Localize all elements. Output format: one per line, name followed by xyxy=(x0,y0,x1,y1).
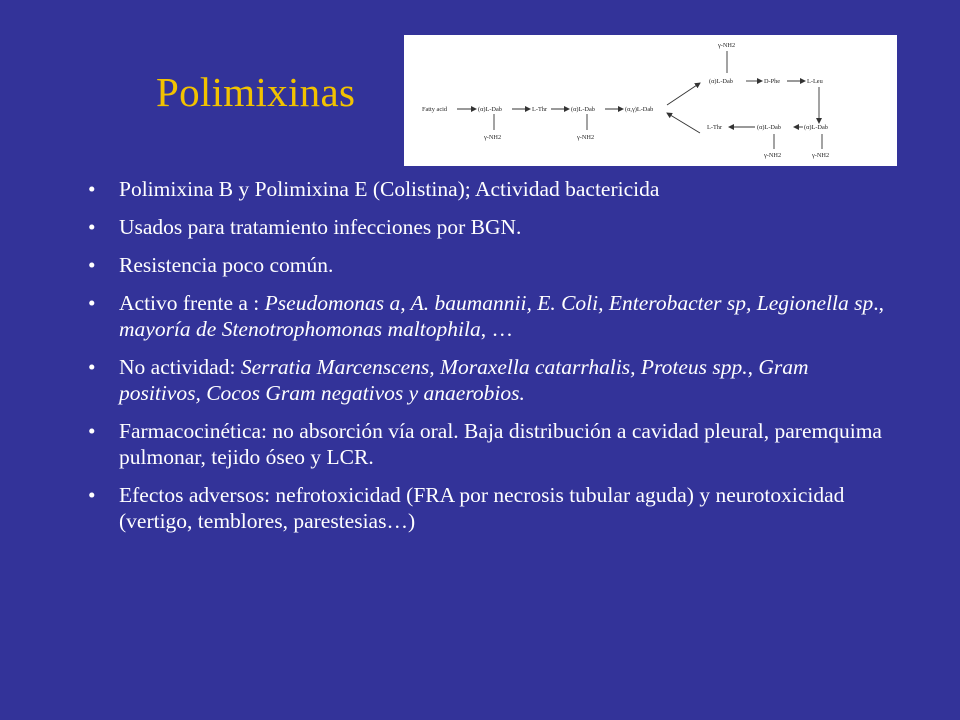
nh2-label-2: γ-NH2 xyxy=(577,134,595,141)
bullet-item xyxy=(88,290,888,342)
bullet-suffix: , … xyxy=(480,317,513,341)
bullet-item xyxy=(88,214,888,240)
bullet-text: Usados para tratamiento infecciones por BGN. xyxy=(119,215,522,239)
nh2-label-1: γ-NH2 xyxy=(484,134,502,141)
bullet-italic-2: mayoría de Stenotrophomonas maltophila xyxy=(119,317,481,341)
bullet-text: Farmacocinética: no absorción vía oral. Baja distribución a cavidad pleural, paremquima pulmonar, tejido óseo y LCR. xyxy=(119,419,882,469)
node-dab-mid: (α)L-Dab xyxy=(757,124,781,131)
bullet-text: Polimixina B y Polimixina E (Colistina); Actividad bactericida xyxy=(119,177,660,201)
node-dab-3: (α,γ)L-Dab xyxy=(625,106,654,113)
bullet-item xyxy=(88,418,888,470)
nh2-label-3: γ-NH2 xyxy=(764,152,782,159)
node-dab-1: (α)L-Dab xyxy=(478,106,502,113)
node-dab-top: (α)L-Dab xyxy=(709,78,733,85)
bullet-item xyxy=(88,252,888,278)
arrow-ring-down xyxy=(667,113,700,133)
bullet-prefix: No actividad: xyxy=(119,355,241,379)
bullet-italic: Serratia Marcenscens, Moraxella catarrhalis, Proteus spp., Gram positivos, Cocos Gram negativos y anaerobios. xyxy=(119,355,809,405)
node-l-leu: L-Leu xyxy=(807,78,823,85)
node-dab-2: (α)L-Dab xyxy=(571,106,595,113)
nh2-label-4: γ-NH2 xyxy=(812,152,830,159)
node-l-thr-2: L-Thr xyxy=(707,124,723,131)
node-thr-1: L-Thr xyxy=(532,106,548,113)
node-dab-right: (α)L-Dab xyxy=(804,124,828,131)
node-fatty-acid: Fatty acid xyxy=(422,106,448,113)
arrow-ring-up xyxy=(667,83,700,105)
bullet-prefix: Activo frente a : xyxy=(119,291,265,315)
bullet-middle: ., xyxy=(873,291,884,315)
bullet-item xyxy=(88,354,888,406)
bullet-item xyxy=(88,176,888,202)
bullet-italic: Pseudomonas a, A. baumannii, E. Coli, Enterobacter sp, Legionella sp xyxy=(264,291,874,315)
bullet-text: Efectos adversos: nefrotoxicidad (FRA por necrosis tubular aguda) y neurotoxicidad (vertigo, temblores, parestesias…) xyxy=(119,483,845,533)
bullet-text: Resistencia poco común. xyxy=(119,253,334,277)
polymyxin-structure-diagram xyxy=(404,35,897,166)
bullet-item xyxy=(88,482,888,534)
node-d-phe: D-Phe xyxy=(764,78,781,85)
structure-svg xyxy=(404,35,897,166)
bullet-list xyxy=(88,176,888,546)
nh2-label-top: γ-NH2 xyxy=(718,42,736,49)
slide-title: Polimixinas xyxy=(156,69,356,115)
